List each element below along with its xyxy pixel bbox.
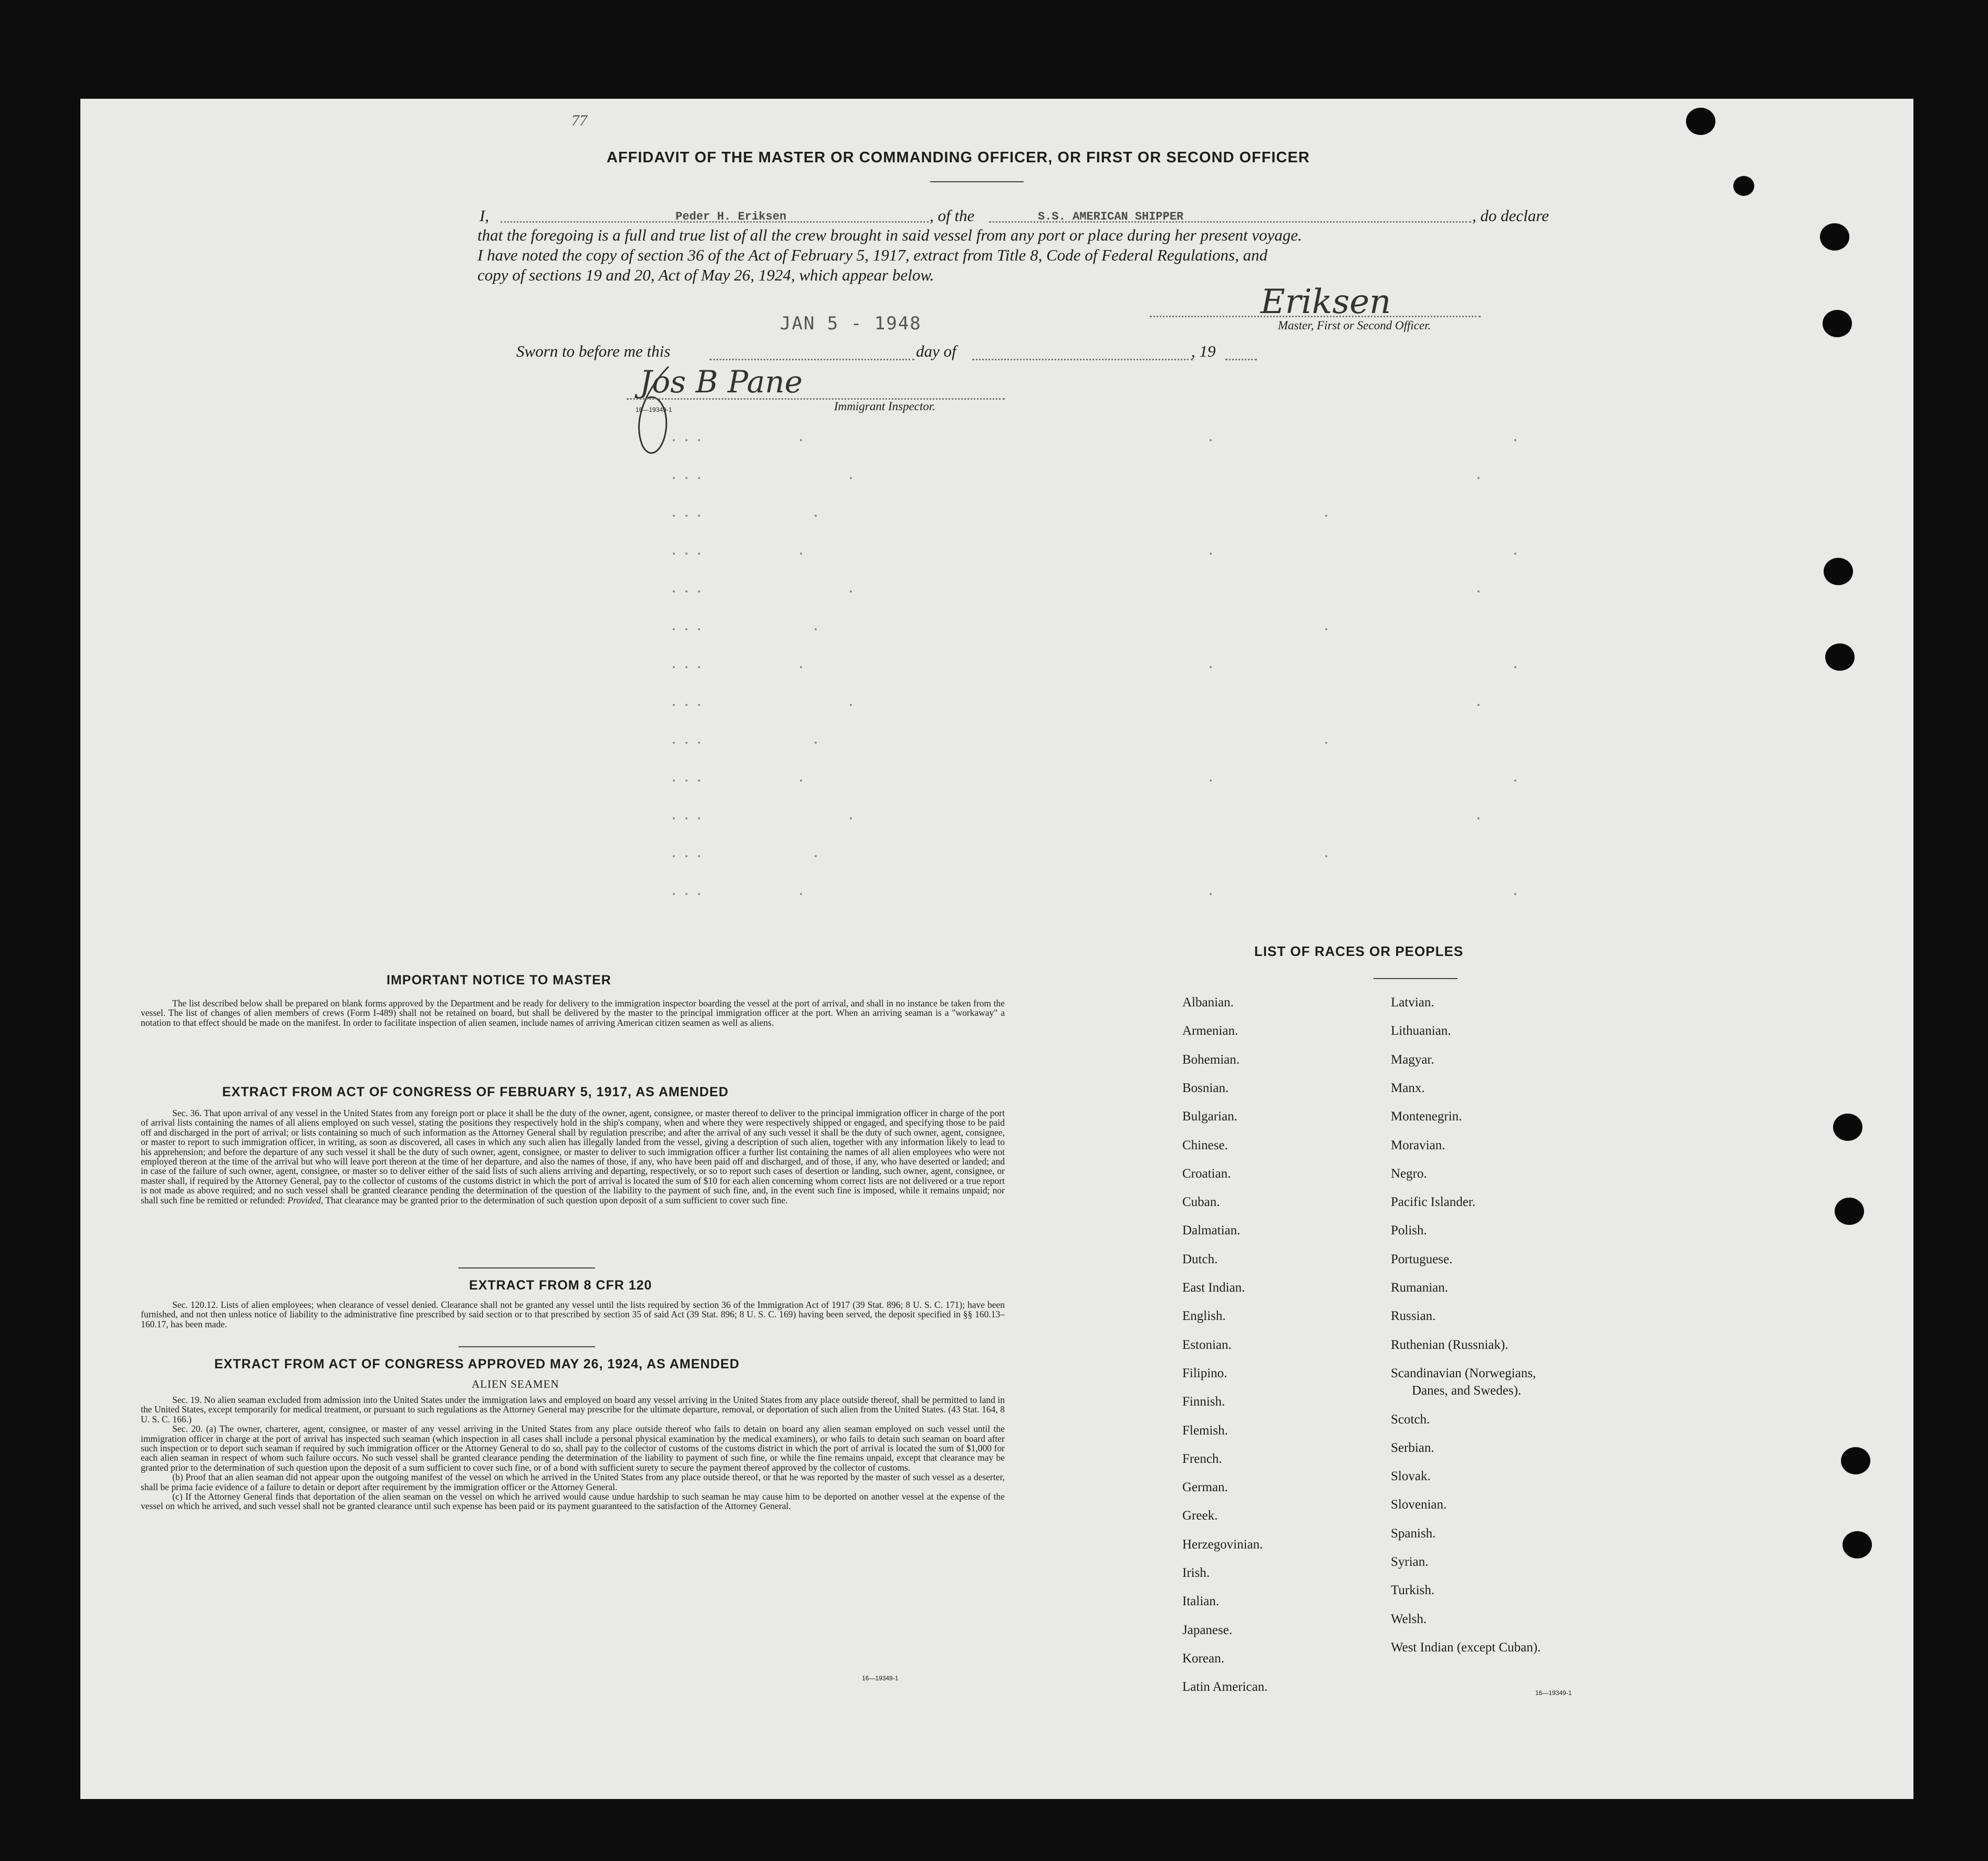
sec-36-provided: Provided, (287, 1194, 324, 1205)
bleed-dot (673, 704, 675, 706)
bleed-dot (1514, 893, 1516, 895)
bleed-dot (673, 477, 675, 479)
bleed-dot (1325, 742, 1327, 744)
bleed-dot (685, 666, 688, 668)
bleed-dot (1210, 439, 1212, 441)
sec-36-label: Sec. 36. (172, 1108, 202, 1118)
bleed-dot (685, 515, 688, 517)
of-the: , of the (930, 206, 975, 225)
race-item: East Indian. (1182, 1281, 1245, 1295)
document-page (80, 99, 1913, 1799)
cfr-title: EXTRACT FROM 8 CFR 120 (469, 1278, 652, 1293)
bleed-dot (1477, 817, 1480, 819)
bleed-dot (685, 439, 688, 441)
bleed-dot (800, 893, 802, 895)
punch-hole (1823, 310, 1852, 337)
bleed-dot (698, 817, 700, 819)
bleed-dot (800, 666, 802, 668)
sworn-month-line (972, 359, 1193, 360)
sworn-day-line (710, 359, 914, 360)
race-item: Croatian. (1182, 1166, 1231, 1181)
bleed-dot (685, 477, 688, 479)
bleed-dot (698, 855, 700, 857)
inspector-line (627, 398, 1005, 400)
bleed-dot (685, 893, 688, 895)
race-item: Montenegrin. (1391, 1109, 1462, 1124)
cfr-body: Lists of alien employees; when clearance of vessel denied. Clearance shall not be granted any vessel until the lists required by section 36 of the Immigration Act of 1917 (39 Stat. 896; 8 U. S. C. 171); have been furnished, and not then unless notice of liability to the administrative fine prescribed by said section or to that prescribed by section 35 of said Act (39 Stat. 896; 8 U. S. C. 169) having been served, the deposit specified in §§ 160.13–160.17, has been made. (141, 1299, 1005, 1329)
bleed-dot (1325, 628, 1327, 630)
bleed-dot (815, 515, 817, 517)
punch-hole (1825, 643, 1855, 671)
races-rule (1373, 978, 1458, 979)
bleed-dot (1514, 779, 1516, 782)
bleed-dot (673, 893, 675, 895)
race-item: Polish. (1391, 1223, 1427, 1238)
bleed-dot (685, 590, 688, 592)
sec-36-end: That clearance may be granted prior to the determination of such question upon deposit of a sum sufficient to cover such fine. (325, 1194, 788, 1205)
bleed-dot (1514, 666, 1516, 668)
bleed-dot (815, 628, 817, 630)
race-item: Moravian. (1391, 1138, 1445, 1152)
master-signature: Eriksen (1261, 283, 1391, 321)
bleed-dot (698, 666, 700, 668)
races-form-number: 16—19349-1 (1535, 1689, 1572, 1697)
race-item: West Indian (except Cuban). (1391, 1640, 1541, 1655)
bleed-dot (850, 817, 852, 819)
bleed-dot (698, 439, 700, 441)
punch-hole (1833, 1114, 1862, 1141)
race-item: Syrian. (1391, 1555, 1429, 1569)
bleed-dot (850, 590, 852, 592)
extract-1924-title: EXTRACT FROM ACT OF CONGRESS APPROVED MAY 26, 1924, AS AMENDED (214, 1357, 740, 1371)
race-item: Negro. (1391, 1166, 1427, 1181)
race-item: Dutch. (1182, 1252, 1218, 1266)
inspector-form-number: 16—19349-1 (636, 406, 672, 413)
race-item: Manx. (1391, 1080, 1425, 1095)
do-declare: , do declare (1472, 206, 1549, 225)
race-item: Flemish. (1182, 1423, 1228, 1438)
punch-hole (1820, 223, 1849, 251)
bleed-dot (1210, 553, 1212, 555)
bleed-dot (685, 779, 688, 782)
bleed-dot (800, 439, 802, 441)
race-item: Slovenian. (1391, 1498, 1447, 1512)
bleed-dot (1210, 893, 1212, 895)
race-item: Dalmatian. (1182, 1223, 1241, 1238)
bleed-dot (673, 855, 675, 857)
signer-label: Master, First or Second Officer. (1278, 319, 1431, 332)
bleed-dot (698, 628, 700, 630)
bleed-dot (1477, 477, 1480, 479)
bleed-dot (850, 477, 852, 479)
sec-20-label: Sec. 20. (172, 1423, 203, 1434)
signature-line (1150, 316, 1481, 317)
sec-19-body: No alien seaman excluded from admission into the United States under the immigration laws and employed on board any vessel arriving in the United States from any place outside thereof, shall be permitted to land in the United States, except temporarily for medical treatment, or pursuant to such regulations as the Attorney General may prescribe for the ultimate departure, removal, or deportation of such alien from the United States. (43 Stat. 164, 8 U. S. C. 166.) (141, 1395, 1005, 1425)
notice-title: IMPORTANT NOTICE TO MASTER (387, 973, 611, 987)
bleed-dot (673, 553, 675, 555)
race-item: Ruthenian (Russniak). (1391, 1337, 1508, 1352)
race-item: Spanish. (1391, 1526, 1436, 1541)
bleed-dot (815, 742, 817, 744)
bleed-dot (1210, 779, 1212, 782)
race-item: Greek. (1182, 1509, 1218, 1523)
sec-20a-paragraph (141, 1424, 1005, 1472)
bleed-dot (698, 704, 700, 706)
race-item: Welsh. (1391, 1612, 1427, 1626)
race-item: Filipino. (1182, 1366, 1227, 1380)
race-item: Cuban. (1182, 1195, 1220, 1210)
race-item: Latin American. (1182, 1680, 1268, 1694)
bleed-dot (698, 893, 700, 895)
sworn-year-line (1225, 359, 1257, 360)
bleed-dot (685, 817, 688, 819)
bleed-dot (673, 779, 675, 782)
extract-1917-title: EXTRACT FROM ACT OF CONGRESS OF FEBRUARY 5, 1917, AS AMENDED (222, 1085, 729, 1099)
bleed-dot (698, 779, 700, 782)
affidavit-title: AFFIDAVIT OF THE MASTER OR COMMANDING OFFICER, OR FIRST OR SECOND OFFICER (607, 149, 1310, 166)
bleed-dot (1514, 439, 1516, 441)
sec-36-body: That upon arrival of any vessel in the United States from any foreign port or place it shall be the duty of the owner, agent, consignee, or master thereof to deliver to the principal immigration officer in charge of the port of arrival lists containing the names of all aliens employed on such vessel, stating the positions they respectively hold in the ship's company, when and where they were respectively shipped or engaged, and specifying those to be paid off and discharged in the port of arrival; or lists containing so much of such information as the Attorney General shall by regulation prescribe; and after the arrival of any such vessel it shall be the duty of such owner, agent, consignee, or master to report to such immigration officer, in writing, as soon as discovered, all cases in which any such alien has illegally landed from the vessel, giving a description of such alien, together with any information likely to lead to his apprehension; and before the departure of any such vessel it shall be the duty of such owner, agent, consignee, or master to deliver to such immigration officer a further list containing the names of all alien employees who were not employed thereon at the time of the arrival but who will leave port thereon at the time of her departure, and also the names of those, if any, who have been paid off and discharged, and of those, if any, who have deserted or landed; and in case of the failure of such owner, agent, consignee, or master so to deliver either of the said lists of such aliens arriving and departing, respectively, or so to report such cases of desertion or landing, such owner, agent, consignee, or master shall, if required by the Attorney General, pay to the collector of customs of the customs district in which the port of arrival is located the sum of $10 for each alien concerning whom correct lists are not delivered or a true report is not made as above required; and no such vessel shall be granted clearance pending the determination of the question of the liability to the payment of such fine, and, in the event such fine is imposed, while it remains unpaid; nor shall such fine be remitted or refunded: (141, 1108, 1005, 1205)
sec-19-paragraph (141, 1395, 1005, 1424)
bleed-dot (1477, 704, 1480, 706)
bleed-dot (698, 590, 700, 592)
page-mark: 77 (571, 112, 587, 129)
master-name: Peder H. Eriksen (675, 210, 787, 223)
cfr-sec-label: Sec. 120.12. (172, 1299, 218, 1310)
bleed-dot (685, 855, 688, 857)
sec-20c-paragraph: (c) If the Attorney General finds that deportation of the alien seaman on the vessel on which he arrived would cause undue hardship to such seaman he may cause him to be deported on another vessel at the expense of the vessel on which he arrived, and such vessel shall not be granted clearance until such expense has been paid or its payment guaranteed to the satisfaction of the Attorney General. (141, 1491, 1005, 1512)
race-item: Slovak. (1391, 1469, 1431, 1484)
year-label: , 19 (1191, 342, 1216, 360)
vessel-name: S.S. AMERICAN SHIPPER (1038, 210, 1184, 223)
bleed-dot (685, 704, 688, 706)
bleed-dot (673, 439, 675, 441)
race-item: French. (1182, 1451, 1222, 1466)
bleed-dot (800, 779, 802, 782)
bleed-dot (673, 515, 675, 517)
race-item: Pacific Islander. (1391, 1195, 1476, 1210)
bleed-dot (673, 817, 675, 819)
race-item: Bosnian. (1182, 1080, 1229, 1095)
bleed-dot (698, 742, 700, 744)
race-item: Herzegovinian. (1182, 1537, 1263, 1552)
alien-seamen-subtitle: ALIEN SEAMEN (472, 1378, 559, 1390)
stamp-date: JAN 5 - 1948 (780, 313, 922, 334)
punch-hole (1841, 1447, 1870, 1474)
bleed-dot (800, 553, 802, 555)
race-item: Scandinavian (Norwegians, (1391, 1366, 1536, 1380)
inspector-signature: Jos B Pane (640, 364, 803, 400)
race-item: Latvian. (1391, 995, 1434, 1010)
race-item: Estonian. (1182, 1337, 1232, 1352)
race-item: English. (1182, 1309, 1226, 1324)
extract-form-number: 16—19349-1 (862, 1675, 899, 1682)
declare-line-2: that the foregoing is a full and true list of all the crew brought in said vessel from any port or place during her present voyage. (477, 226, 1302, 244)
sec-19-label: Sec. 19. (172, 1395, 202, 1405)
bleed-dot (685, 628, 688, 630)
bleed-dot (1210, 666, 1212, 668)
race-item: Bulgarian. (1182, 1109, 1237, 1124)
day-of-label: day of (916, 342, 956, 360)
bleed-dot (673, 666, 675, 668)
inspector-label: Immigrant Inspector. (834, 400, 935, 413)
bleed-dot (673, 742, 675, 744)
declare-line-4: copy of sections 19 and 20, Act of May 26, 1924, which appear below. (477, 266, 934, 284)
title-rule (930, 181, 1024, 182)
sec-20a-body: (a) The owner, charterer, agent, consignee, or master of any vessel arriving in the United States from any place outside thereof who fails to detain on board any alien seaman employed on such vessel until the immigration officer in charge at the port of arrival has inspected such seaman (which inspection in all cases shall include a personal physical examination by the medical examiners), or who fails to detain such seaman on board after such inspection or to deport such seaman if required by such immigration officer or the Attorney General to do so, shall pay to the collector of customs of the customs district in which the port of arrival is located the sum of $1,000 for each alien seaman in respect of whom such failure occurs. No such vessel shall be granted clearance pending the determination of the liability to payment of such fine, or while the fine remains unpaid, except that clearance may be granted prior to the determination of such question upon the deposit of a sum sufficient to cover such fine, or of a bond with sufficient surety to secure the payment thereof approved by the collector of customs. (141, 1423, 1005, 1473)
race-item: Japanese. (1182, 1623, 1233, 1637)
bleed-dot (1325, 515, 1327, 517)
bleed-dot (673, 590, 675, 592)
bleed-dot (1514, 553, 1516, 555)
sec-20b-paragraph: (b) Proof that an alien seaman did not appear upon the outgoing manifest of the vessel on which he arrived in the United States from any place outside thereof, or that he was reported by the master of such vessel as a deserter, shall be prima facie evidence of a failure to detain or deport after requirement by the immigration officer or the Attorney General. (141, 1472, 1005, 1492)
race-item: Danes, and Swedes). (1412, 1384, 1522, 1398)
punch-hole (1824, 558, 1853, 585)
section-rule-2 (459, 1346, 595, 1347)
bleed-dot (698, 515, 700, 517)
bleed-dot (698, 553, 700, 555)
bleed-dot (698, 477, 700, 479)
bleed-dot (685, 742, 688, 744)
bleed-dot (1325, 855, 1327, 857)
bleed-dot (850, 704, 852, 706)
race-item: Armenian. (1182, 1024, 1238, 1038)
declare-i: I, (480, 206, 490, 225)
bleed-dot (1477, 590, 1480, 592)
race-item: Scotch. (1391, 1412, 1430, 1427)
punch-hole (1835, 1198, 1864, 1225)
race-item: Russian. (1391, 1309, 1436, 1324)
race-item: Serbian. (1391, 1440, 1434, 1455)
punch-hole (1733, 176, 1754, 196)
race-item: Magyar. (1391, 1052, 1434, 1067)
race-item: German. (1182, 1480, 1228, 1495)
sworn-label: Sworn to before me this (516, 342, 671, 360)
race-item: Italian. (1182, 1594, 1220, 1609)
race-item: Albanian. (1182, 995, 1234, 1010)
punch-hole (1686, 108, 1715, 135)
race-item: Lithuanian. (1391, 1024, 1451, 1038)
race-item: Finnish. (1182, 1395, 1225, 1409)
punch-hole (1843, 1531, 1872, 1558)
race-item: Turkish. (1391, 1583, 1435, 1598)
bleed-dot (815, 855, 817, 857)
cfr-text (141, 1300, 1005, 1329)
extract-1917-text (141, 1108, 1005, 1205)
declare-line-3: I have noted the copy of section 36 of the Act of February 5, 1917, extract from Title 8, Code of Federal Regulations, and (477, 246, 1268, 264)
race-item: Bohemian. (1182, 1052, 1240, 1067)
race-item: Irish. (1182, 1566, 1210, 1580)
race-item: Rumanian. (1391, 1281, 1449, 1295)
notice-text: The list described below shall be prepared on blank forms approved by the Department and be ready for delivery to the immigration inspector boarding the vessel at the port of arrival, and shall in no instance be taken from the vessel. The list of changes of alien members of crews (Form I-489) shall not be retained on board, but shall be delivered by the master to the principal immigration officer at the port. When an arriving seaman is a "workaway" a notation to that effect should be made on the manifest. In order to facilitate inspection of alien seamen, include names of arriving American citizen seamen as well as aliens. (141, 998, 1005, 1028)
bleed-dot (685, 553, 688, 555)
section-rule-1 (459, 1267, 595, 1269)
extract-1924-text (141, 1395, 1005, 1511)
races-title: LIST OF RACES OR PEOPLES (1254, 943, 1464, 959)
bleed-dot (673, 628, 675, 630)
race-item: Chinese. (1182, 1138, 1228, 1152)
race-item: Korean. (1182, 1651, 1224, 1666)
race-item: Portuguese. (1391, 1252, 1453, 1266)
